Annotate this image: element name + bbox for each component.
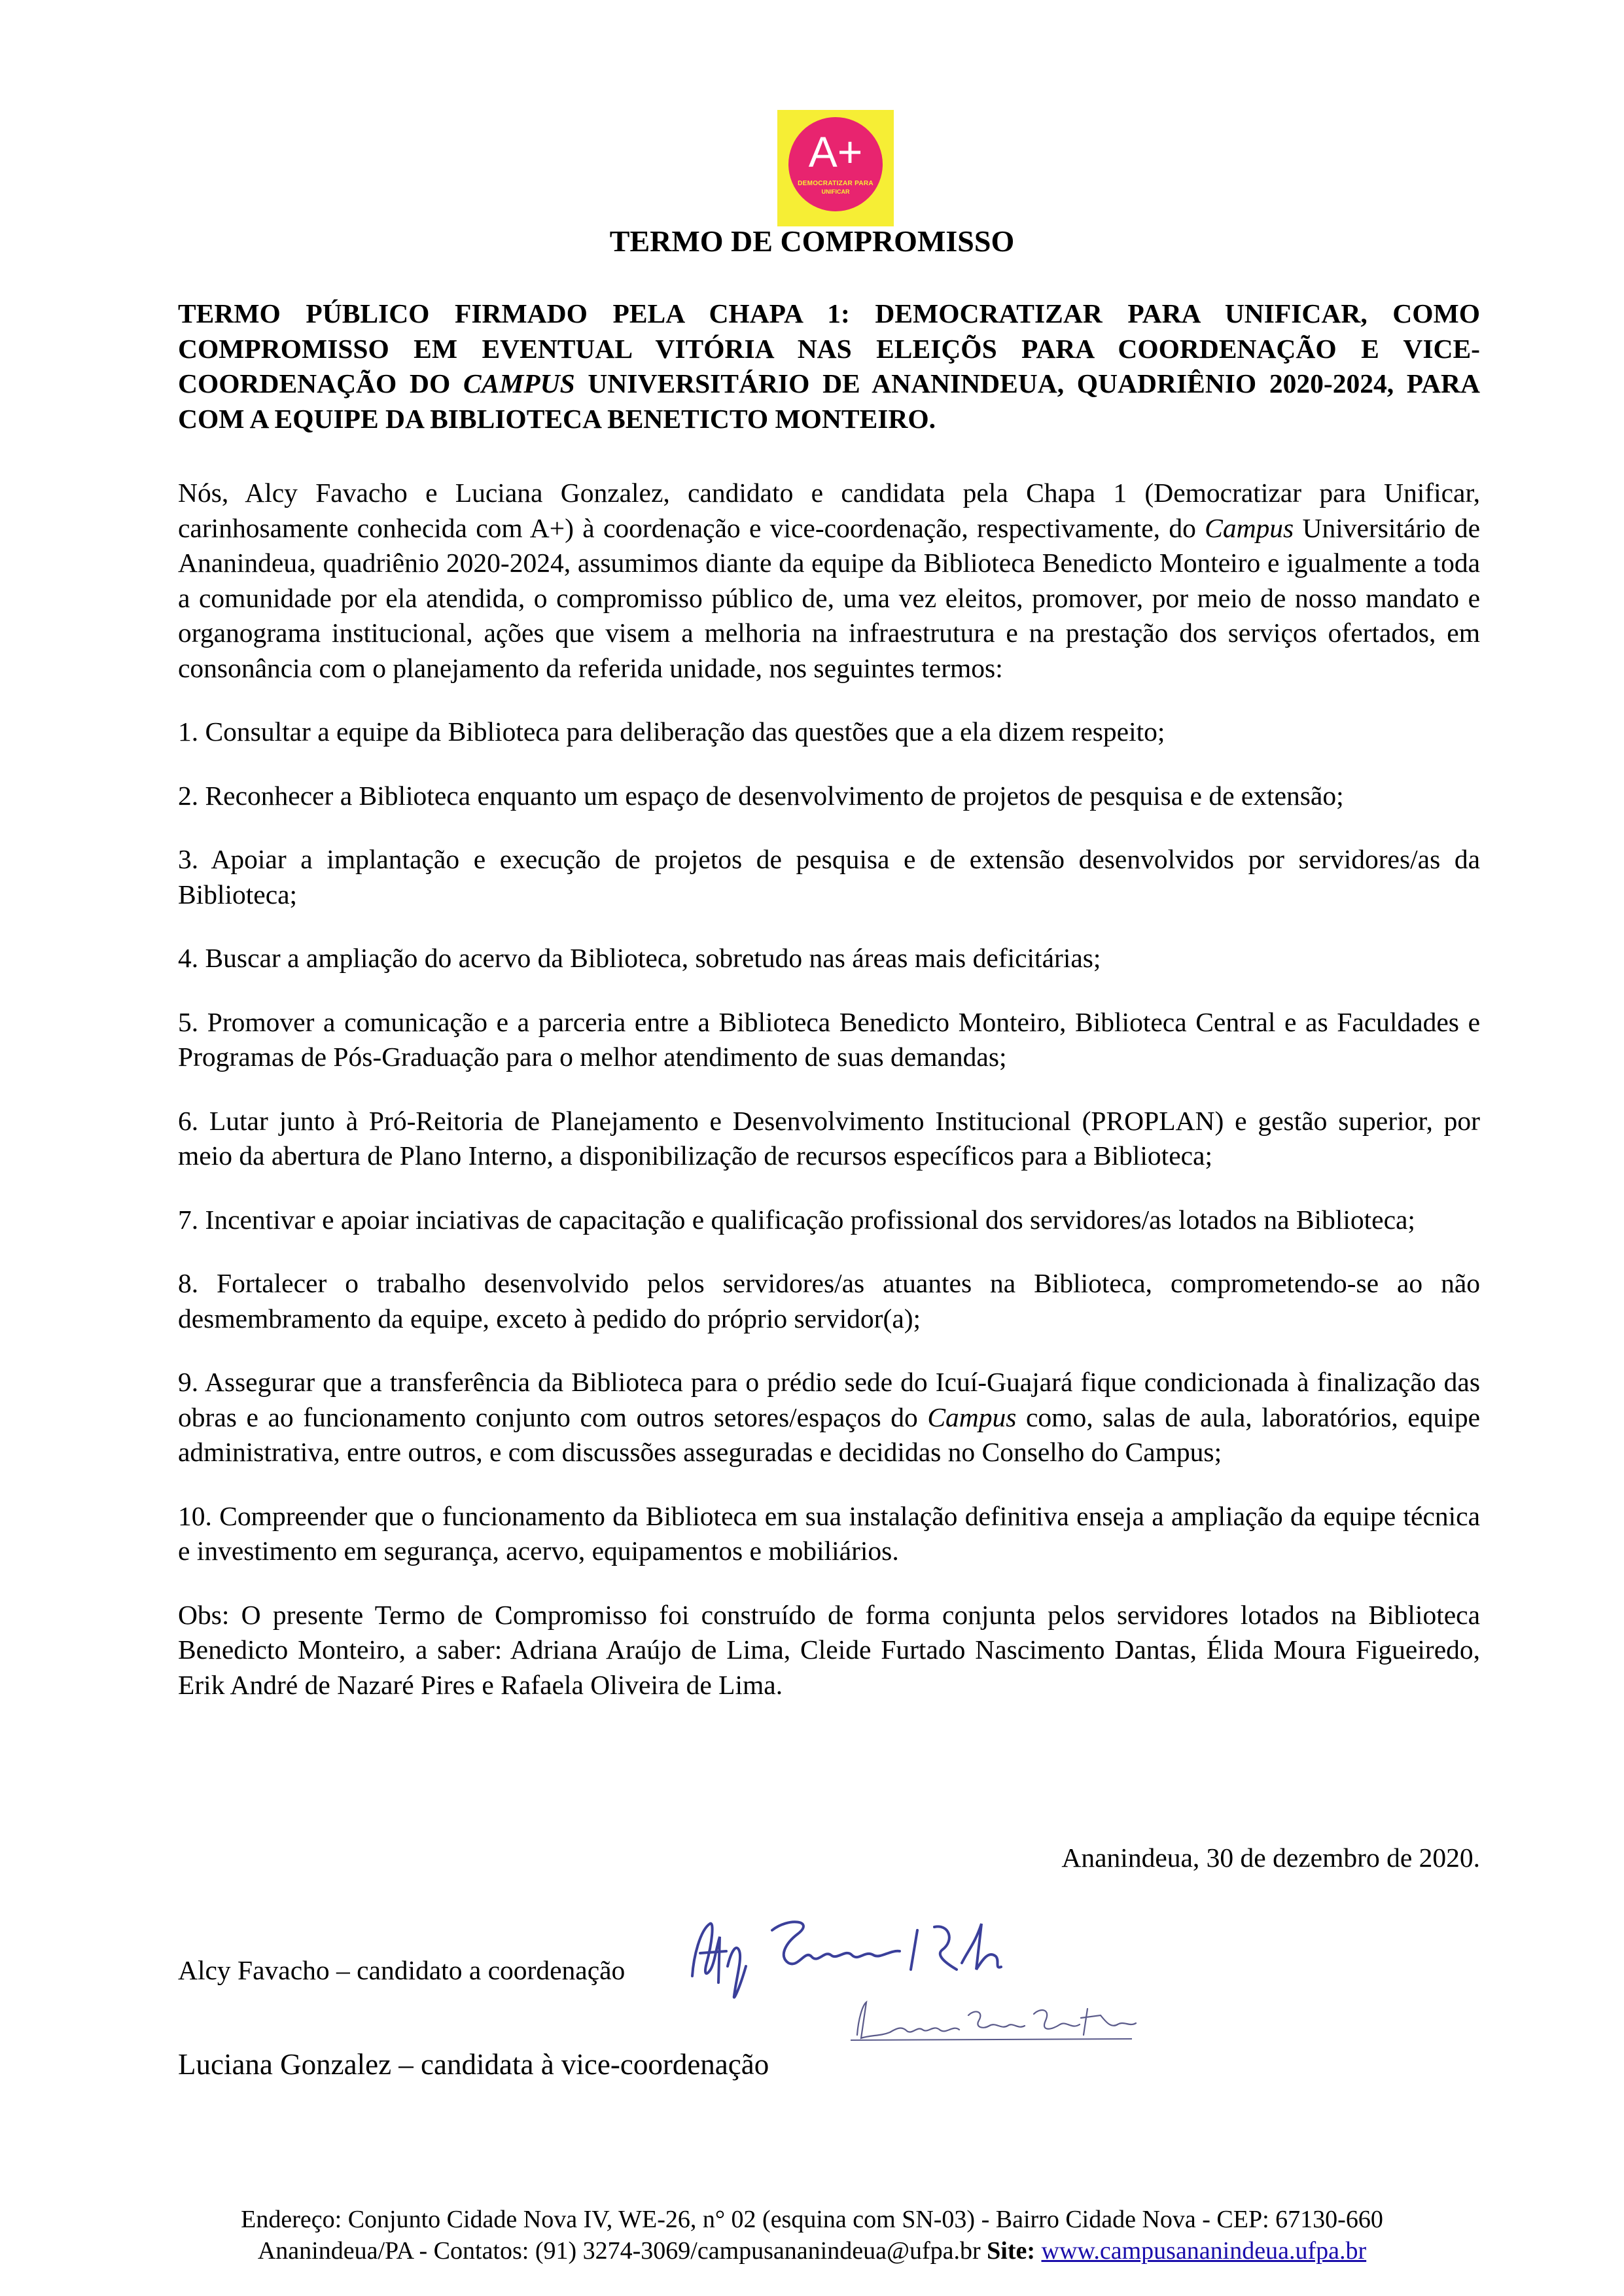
- page-footer: [0, 2204, 1624, 2267]
- commitment-item-8: 8. Fortalecer o trabalho desenvolvido pelos servidores/as atuantes na Biblioteca, comprometendo-se ao não desmembramento da equipe, exceto à pedido do próprio servidor(a);: [178, 1268, 1480, 1333]
- intro-part-1: Nós, Alcy Favacho e Luciana Gonzalez, candidato e candidata pela Chapa 1 (Democratizar para Unificar, carinhosamente conhecida com A+) à coordenação e vice-coordenação, respectivamente, do: [178, 478, 1480, 543]
- observation-note: Obs: O presente Termo de Compromisso foi construído de forma conjunta pelos servidores lotados na Biblioteca Benedicto Monteiro, a saber: Adriana Araújo de Lima, Cleide Furtado Nascimento Dantas, Élida Moura Figueiredo, Erik André de Nazaré Pires e Rafaela Oliveira de Lima.: [178, 1599, 1480, 1700]
- logo-tagline-1: DEMOCRATIZAR PARA: [798, 180, 874, 187]
- campaign-logo: [777, 110, 894, 226]
- signature-vice-coordinator: [844, 1989, 1145, 2055]
- footer-contact-text: Ananindeua/PA - Contatos: (91) 3274-3069/campusananindeua@ufpa.br: [257, 2237, 987, 2265]
- commitment-item-3: 3. Apoiar a implantação e execução de projetos de pesquisa e de extensão desenvolvidos por servidores/as da Biblioteca;: [178, 844, 1480, 910]
- item-9-part-2: como, salas de aula, laboratórios, equipe administrativa, entre outros, e com discussões asseguradas e decididas no Conselho do Campus;: [178, 1402, 1481, 1467]
- heading-campus: CAMPUS: [463, 368, 575, 398]
- signature-label-vice-coordinator: Luciana Gonzalez – candidata à vice-coordenação: [178, 2048, 769, 2081]
- document-title: TERMO DE COMPROMISSO: [609, 224, 1015, 258]
- intro-part-2: Universitário de Ananindeua, quadriênio 2020-2024, assumimos diante da equipe da Biblioteca Benedicto Monteiro e igualmente a toda a comunidade por ela atendida, o compromisso público de, uma vez eleitos, promover, por meio de nosso mandato e organograma institucional, ações que visem a melhoria na infraestrutura e na prestação dos serviços ofertados, em consonância com o planejamento da referida unidade, nos seguintes termos:: [178, 512, 1480, 683]
- commitment-item-7: 7. Incentivar e apoiar inciativas de capacitação e qualificação profissional dos servidores/as lotados na Biblioteca;: [178, 1204, 1415, 1235]
- logo-tagline-2: UNIFICAR: [821, 188, 850, 195]
- document-heading: [178, 296, 1480, 436]
- footer-site-label: Site:: [987, 2237, 1035, 2265]
- logo-circle: [788, 117, 883, 211]
- commitment-item-6: 6. Lutar junto à Pró-Reitoria de Planejamento e Desenvolvimento Institucional (PROPLAN) e gestão superior, por meio da abertura de Plano Interno, a disponibilização de recursos específicos para a Biblioteca;: [178, 1105, 1480, 1171]
- intro-paragraph: [178, 476, 1480, 686]
- commitment-item-10: 10. Compreender que o funcionamento da Biblioteca em sua instalação definitiva enseja a ampliação da equipe técnica e investimento em segurança, acervo, equipamentos e mobiliários.: [178, 1500, 1480, 1566]
- footer-address: Endereço: Conjunto Cidade Nova IV, WE-26, n° 02 (esquina com SN-03) - Bairro Cidade Nova - CEP: 67130-660: [241, 2206, 1383, 2233]
- heading-part-1: TERMO PÚBLICO FIRMADO PELA CHAPA 1: DEMOCRATIZAR PARA UNIFICAR, COMO COMPROMISSO EM EVENTUAL VITÓRIA NAS ELEIÇÕS PARA COORDENAÇÃO E VICE-COORDENAÇÃO DO: [178, 298, 1480, 398]
- intro-campus: Campus: [1205, 512, 1294, 543]
- commitment-item-4: 4. Buscar a ampliação do acervo da Biblioteca, sobretudo nas áreas mais deficitárias;: [178, 943, 1101, 973]
- commitment-item-2: 2. Reconhecer a Biblioteca enquanto um espaço de desenvolvimento de projetos de pesquisa e de extensão;: [178, 780, 1344, 811]
- commitment-item-5: 5. Promover a comunicação e a parceria entre a Biblioteca Benedicto Monteiro, Biblioteca Central e as Faculdades e Programas de Pós-Graduação para o melhor atendimento de suas demandas;: [178, 1006, 1480, 1072]
- item-9-part-1: 9. Assegurar que a transferência da Biblioteca para o prédio sede do Icuí-Guajará fique condicionada à finalização das obras e ao funcionamento conjunto com outros setores/espaços do: [178, 1367, 1480, 1432]
- footer-contacts: [0, 2235, 1624, 2267]
- place-and-date: Ananindeua, 30 de dezembro de 2020.: [1061, 1843, 1480, 1873]
- commitment-item-1: 1. Consultar a equipe da Biblioteca para deliberação das questões que a ela dizem respeito;: [178, 716, 1165, 747]
- document-body: [178, 296, 1480, 1703]
- commitment-item-9: [178, 1365, 1480, 1470]
- heading-part-2: UNIVERSITÁRIO DE ANANINDEUA, QUADRIÊNIO 2020-2024, PARA COM A EQUIPE DA BIBLIOTECA BENETICTO MONTEIRO.: [178, 368, 1480, 434]
- footer-site-link[interactable]: www.campusananindeua.ufpa.br: [1041, 2237, 1367, 2265]
- signature-label-coordinator: Alcy Favacho – candidato a coordenação: [178, 1955, 626, 1985]
- logo-mark: A+: [808, 128, 863, 176]
- signature-coordinator: [674, 1904, 1040, 2002]
- item-9-campus: Campus: [927, 1402, 1017, 1432]
